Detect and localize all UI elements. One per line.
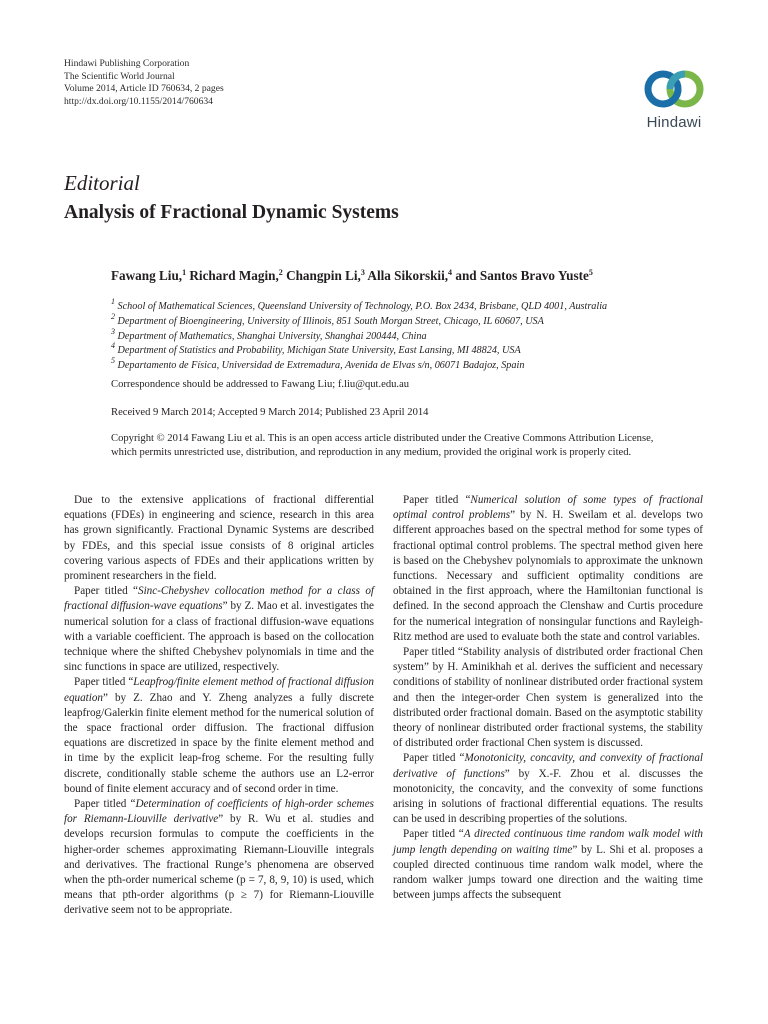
- author-name: Fawang Liu,: [111, 268, 183, 283]
- affiliation-text: Department of Bioengineering, University of Illinois, 851 South Morgan Street, Chicago, IL 60607, USA: [115, 316, 544, 327]
- author-name: and Santos Bravo Yuste: [452, 268, 589, 283]
- paper-title-italic: A directed continuous time random walk model with jump length depending on waiting time: [393, 828, 703, 856]
- affiliation-5: [111, 356, 525, 371]
- affiliation-number: 5: [111, 356, 115, 365]
- paragraph: [64, 797, 374, 919]
- text-run: ” by Z. Mao et al. investigates the numerical solution for a class of fractional diffusion-wave equations with a variable coefficient. The approach is based on the collocation technique where the shifted Chebyshev polynomials in time and the sinc functions in space are utilized, respectively.: [64, 600, 374, 674]
- text-run: ” by L. Shi et al. proposes a coupled directed continuous time random walk model, where the random walker jumps toward one direction and the waiting time between jumps affects the subsequent: [393, 843, 704, 902]
- paragraph: [393, 493, 703, 645]
- publisher-name: Hindawi Publishing Corporation: [64, 58, 190, 69]
- paper-title-italic: Monotonicity, concavity, and convexity of fractional derivative of functions: [393, 752, 703, 780]
- body-column-right: [393, 493, 703, 903]
- author-list: [111, 268, 593, 284]
- affiliation-3: [111, 327, 427, 342]
- affiliation-1: [111, 297, 608, 312]
- author-name: Richard Magin,: [186, 268, 279, 283]
- text-run: ” by Z. Zhao and Y. Zheng analyzes a fully discrete leapfrog/Galerkin finite element method for the numerical solution of the space fractional order diffusion. The fractional diffusion equations are discretized in space by the finite element method and in time by the explicit leap-frog scheme. For the resulting fully discrete, conditionally stable scheme the authors use an L2-error bound of finite element accuracy and of second order in time.: [64, 691, 374, 795]
- text-run: Paper titled “: [74, 585, 139, 598]
- section-label: Editorial: [64, 171, 140, 195]
- author-name: Alla Sikorskii,: [364, 268, 449, 283]
- affiliation-number: 4: [111, 341, 115, 350]
- paragraph: [393, 751, 703, 827]
- author-affiliation-ref: 1: [182, 268, 187, 277]
- paper-title-italic: Determination of coefficients of high-order schemes for Riemann-Liouville derivative: [64, 798, 375, 826]
- author-affiliation-ref: 2: [278, 268, 283, 277]
- text-run: Paper titled “: [403, 828, 464, 841]
- paragraph: Paper titled “Stability analysis of distributed order fractional Chen system” by H. Aminikhah et al. derives the sufficient and necessary conditions of stability of nonlinear distributed order fractional system and then the integer-order Chen system is generalized into the distributed order fractional domain. Based on the asymptotic stability theory of nonlinear distributed order fractional systems, the stability of distributed order fractional Chen system is discussed.: [393, 646, 704, 750]
- affiliation-number: 2: [111, 312, 115, 321]
- text-run: Paper titled “: [403, 494, 471, 506]
- paragraph: [64, 675, 374, 797]
- copyright-line-2: which permits unrestricted use, distribution, and reproduction in any medium, provided the original work is properly cited.: [111, 447, 632, 458]
- paper-title-italic: Sinc-Chebyshev collocation method for a class of fractional diffusion-wave equations: [64, 585, 375, 613]
- hindawi-rings-icon: [636, 62, 712, 114]
- text-run: Paper titled “: [74, 676, 134, 689]
- affiliation-text: Departamento de Física, Universidad de Extremadura, Avenida de Elvas s/n, 06071 Badajoz, Spain: [115, 360, 525, 371]
- text-run: ” by R. Wu et al. studies and develops recursion formulas to compute the coefficients in the higher-order schemes approximating Riemann-Liouville integrals and derivatives. The fractional Runge’s phenomena are observed when the pth-order numerical scheme (p = 7, 8, 9, 10) is used, which means that pth-order algorithms (p ≥ 7) for Riemann-Liouville derivative seem not to be appropriate.: [64, 813, 374, 917]
- affiliation-2: [111, 312, 544, 327]
- author-name: Changpin Li,: [282, 268, 361, 283]
- publication-dates: Received 9 March 2014; Accepted 9 March 2014; Published 23 April 2014: [111, 407, 429, 418]
- text-run: ” by X.-F. Zhou et al. discusses the monotonicity, the concavity, and the convexity of some functions arising in solutions of fractional differential equations. The results can be used in describing properties of the solutions.: [393, 767, 703, 826]
- paper-title-italic: Leapfrog/finite element method of fractional diffusion equation: [64, 676, 374, 704]
- correspondence-line: Correspondence should be addressed to Fawang Liu; f.liu@qut.edu.au: [111, 379, 410, 390]
- author-affiliation-ref: 5: [588, 268, 593, 277]
- paragraph: [393, 827, 703, 903]
- copyright-line-1: Copyright © 2014 Fawang Liu et al. This is an open access article distributed under the Creative Commons Attribution License,: [111, 433, 654, 444]
- hindawi-logo-text: Hindawi: [646, 114, 702, 131]
- hindawi-logo: [636, 62, 712, 132]
- text-run: ” by N. H. Sweilam et al. develops two different approaches based on the spectral method for some types of fractional optimal control problems. The spectral method given here is based on the Chebyshev polynomials to approximate the unknown functions. Necessary and sufficient optimality conditions are obtained in the first approach, where the Hamiltonian functional is defined. In the second approach the Clenshaw and Curtis procedure for the numerical integration of nonsingular functions and Rayleigh-Ritz method are used to evaluate both the state and control variables.: [393, 509, 703, 643]
- body-column-left: [64, 493, 374, 919]
- text-run: Paper titled “: [403, 752, 465, 765]
- volume-info: Volume 2014, Article ID 760634, 2 pages: [64, 83, 224, 95]
- affiliation-4: [111, 341, 521, 356]
- text-run: Paper titled “: [74, 798, 136, 811]
- journal-name: The Scientific World Journal: [64, 70, 175, 82]
- author-affiliation-ref: 3: [360, 268, 365, 277]
- affiliation-text: Department of Statistics and Probability, Michigan State University, East Lansing, MI 48824, USA: [115, 345, 521, 356]
- paper-title-italic: Numerical solution of some types of fractional optimal control problems: [393, 494, 703, 522]
- doi-link[interactable]: http://dx.doi.org/10.1155/2014/760634: [64, 95, 213, 107]
- affiliation-text: Department of Mathematics, Shanghai University, Shanghai 200444, China: [115, 331, 427, 342]
- author-affiliation-ref: 4: [448, 268, 453, 277]
- journal-header: [64, 58, 224, 108]
- paragraph: [64, 584, 374, 675]
- article-title: Analysis of Fractional Dynamic Systems: [64, 202, 399, 223]
- affiliation-number: 1: [111, 297, 115, 306]
- affiliation-number: 3: [111, 327, 115, 336]
- paragraph: Due to the extensive applications of fractional differential equations (FDEs) in engineering and science, research in this area has grown significantly. Fractional Dynamic Systems are described by FDEs, and this special issue consists of 8 original articles covering various aspects of FDEs and their applications written by prominent researchers in the field.: [64, 494, 374, 583]
- affiliation-text: School of Mathematical Sciences, Queensland University of Technology, P.O. Box 2434, Brisbane, QLD 4001, Australia: [115, 301, 608, 312]
